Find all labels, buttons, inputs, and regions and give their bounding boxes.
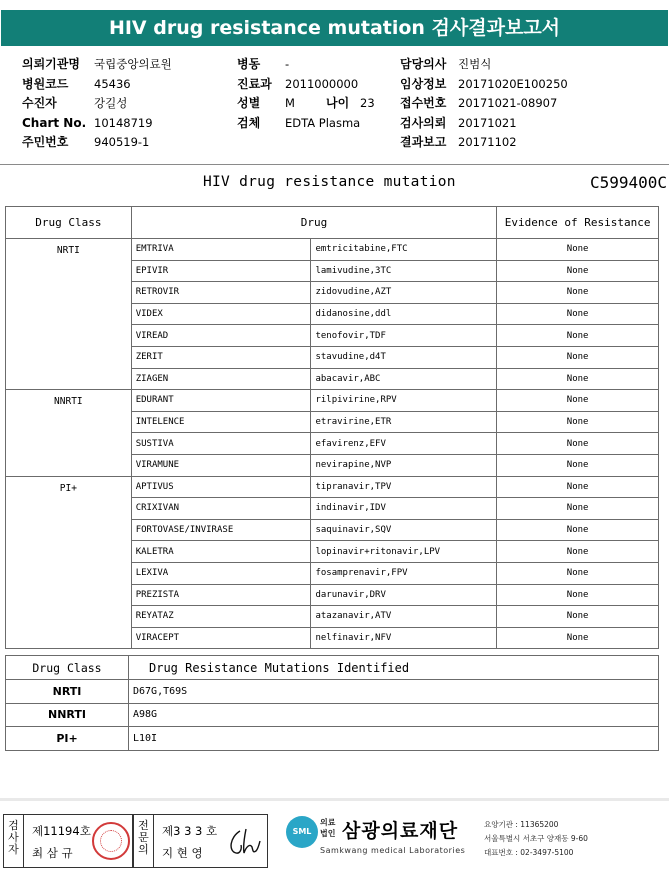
report-name: HIV drug resistance mutation xyxy=(203,174,456,190)
evidence-cell: None xyxy=(497,454,659,476)
info-col2-label: 성별 xyxy=(237,96,261,110)
drug-generic-cell: rilpivirine,RPV xyxy=(311,390,497,412)
info-col1-label: 주민번호 xyxy=(22,135,69,149)
evidence-cell: None xyxy=(497,562,659,584)
drug-brand-cell: VIRACEPT xyxy=(131,627,311,649)
evidence-cell: None xyxy=(497,303,659,325)
table-row xyxy=(6,239,659,261)
drug-generic-cell: tenofovir,TDF xyxy=(311,325,497,347)
age-value: 23 xyxy=(360,96,375,110)
drug-brand-cell: FORTOVASE/INVIRASE xyxy=(131,519,311,541)
info-col2-label: 병동 xyxy=(237,57,261,71)
info-col2-value: 2011000000 xyxy=(285,76,359,91)
examiner-vertical-label xyxy=(4,815,24,867)
info-col1-label: 병원코드 xyxy=(22,76,69,91)
info-col3-label: 접수번호 xyxy=(400,96,447,110)
evidence-cell: None xyxy=(497,346,659,368)
org-type-top: 의료 xyxy=(320,818,336,827)
report-title: HIV drug resistance mutation 검사결과보고서 xyxy=(108,17,561,39)
info-col2-value: - xyxy=(285,57,290,71)
drug-brand-cell: ZIAGEN xyxy=(131,368,311,390)
info-col1-value: 10148719 xyxy=(94,115,153,130)
evidence-cell: None xyxy=(497,390,659,412)
evidence-cell: None xyxy=(497,239,659,261)
drug-brand-cell: INTELENCE xyxy=(131,411,311,433)
info-col1-value: 940519-1 xyxy=(94,135,150,149)
handwritten-signature-icon xyxy=(226,825,262,859)
drug-generic-cell: lopinavir+ritonavir,LPV xyxy=(311,541,497,563)
mutation-class-cell: NRTI xyxy=(6,680,129,704)
evidence-cell: None xyxy=(497,260,659,282)
drug-generic-cell: fosamprenavir,FPV xyxy=(311,562,497,584)
patient-info xyxy=(0,55,669,155)
info-col1-value: 국립중앙의료원 xyxy=(94,57,172,71)
evidence-cell: None xyxy=(497,498,659,520)
header-mutations: Drug Resistance Mutations Identified xyxy=(129,656,659,680)
drug-generic-cell: lamivudine,3TC xyxy=(311,260,497,282)
table-row xyxy=(6,680,659,704)
evidence-cell: None xyxy=(497,282,659,304)
drug-class-cell: PI+ xyxy=(6,476,132,649)
org-english-name: Samkwang medical Laboratories xyxy=(320,846,466,855)
info-col1-value: 강길성 xyxy=(94,96,128,110)
info-col3-value: 진범식 xyxy=(458,57,492,71)
mutation-table xyxy=(5,655,659,751)
examiner-label-char: 검 xyxy=(8,819,19,832)
mutation-class-cell: PI+ xyxy=(6,727,129,751)
examiner-label-char: 사 xyxy=(8,831,19,844)
drug-class-cell: NRTI xyxy=(6,239,132,390)
specialist-name: 지 현 영 xyxy=(162,846,203,860)
drug-brand-cell: PREZISTA xyxy=(131,584,311,606)
report-code: C599400C xyxy=(590,173,668,192)
evidence-cell: None xyxy=(497,433,659,455)
report-title-bar xyxy=(1,10,668,46)
info-col3-label: 결과보고 xyxy=(400,135,447,149)
drug-generic-cell: nelfinavir,NFV xyxy=(311,627,497,649)
info-col2-value: EDTA Plasma xyxy=(285,115,361,130)
examiner-label-char: 자 xyxy=(8,843,19,856)
header-drug-class: Drug Class xyxy=(6,207,132,239)
info-col3-value: 20171020E100250 xyxy=(458,76,568,91)
resistance-table xyxy=(5,206,659,649)
evidence-cell: None xyxy=(497,519,659,541)
drug-generic-cell: zidovudine,AZT xyxy=(311,282,497,304)
header-drug: Drug xyxy=(131,207,497,239)
divider xyxy=(0,164,669,165)
drug-brand-cell: LEXIVA xyxy=(131,562,311,584)
info-col3-label: 임상정보 xyxy=(400,76,447,91)
org-phone: 대표번호 : 02-3497-5100 xyxy=(484,848,574,857)
header-evidence: Evidence of Resistance xyxy=(497,207,659,239)
drug-brand-cell: CRIXIVAN xyxy=(131,498,311,520)
sml-logo-icon: SML xyxy=(286,816,318,848)
examiner-signature-box xyxy=(3,814,133,868)
specialist-label-char: 전 xyxy=(138,819,149,832)
drug-generic-cell: didanosine,ddl xyxy=(311,303,497,325)
drug-brand-cell: KALETRA xyxy=(131,541,311,563)
drug-brand-cell: EMTRIVA xyxy=(131,239,311,261)
drug-generic-cell: emtricitabine,FTC xyxy=(311,239,497,261)
mutation-value-cell: D67G,T69S xyxy=(129,680,659,704)
specialist-label-char: 의 xyxy=(138,843,149,856)
drug-generic-cell: darunavir,DRV xyxy=(311,584,497,606)
org-name: 삼광의료재단 xyxy=(342,820,459,842)
examiner-license-number: 제11194호 xyxy=(32,824,91,838)
evidence-cell: None xyxy=(497,606,659,628)
info-col3-value: 20171021 xyxy=(458,115,517,130)
drug-generic-cell: abacavir,ABC xyxy=(311,368,497,390)
evidence-cell: None xyxy=(497,411,659,433)
org-address: 서울특별시 서초구 양재동 9-60 xyxy=(484,834,588,843)
table-row xyxy=(6,727,659,751)
evidence-cell: None xyxy=(497,541,659,563)
org-contact-info xyxy=(484,818,588,860)
evidence-cell: None xyxy=(497,368,659,390)
age-label: 나이 xyxy=(326,96,350,110)
drug-generic-cell: etravirine,ETR xyxy=(311,411,497,433)
drug-brand-cell: ZERIT xyxy=(131,346,311,368)
footer xyxy=(0,798,669,880)
mutation-table-header xyxy=(6,656,659,680)
org-code: 요양기관 : 11365200 xyxy=(484,820,559,829)
specialist-signature-box xyxy=(133,814,268,868)
info-col3-value: 20171021-08907 xyxy=(458,96,558,110)
mutation-value-cell: A98G xyxy=(129,703,659,727)
drug-brand-cell: REYATAZ xyxy=(131,606,311,628)
info-col1-value: 45436 xyxy=(94,76,131,91)
report-subtitle xyxy=(0,172,669,194)
drug-generic-cell: atazanavir,ATV xyxy=(311,606,497,628)
evidence-cell: None xyxy=(497,584,659,606)
specialist-license-number: 제3 3 3 호 xyxy=(162,824,218,838)
drug-generic-cell: stavudine,d4T xyxy=(311,346,497,368)
drug-generic-cell: efavirenz,EFV xyxy=(311,433,497,455)
info-col2-value: M xyxy=(285,96,295,110)
table-row xyxy=(6,476,659,498)
drug-generic-cell: indinavir,IDV xyxy=(311,498,497,520)
info-col1-label: Chart No. xyxy=(22,115,87,130)
drug-brand-cell: EDURANT xyxy=(131,390,311,412)
specialist-label-char: 문 xyxy=(138,831,149,844)
table-row xyxy=(6,703,659,727)
drug-brand-cell: VIDEX xyxy=(131,303,311,325)
drug-brand-cell: VIREAD xyxy=(131,325,311,347)
specialist-vertical-label xyxy=(134,815,154,867)
drug-class-cell: NNRTI xyxy=(6,390,132,476)
evidence-cell: None xyxy=(497,476,659,498)
resistance-table-header xyxy=(6,207,659,239)
info-col3-value: 20171102 xyxy=(458,135,517,149)
drug-brand-cell: RETROVIR xyxy=(131,282,311,304)
header-drug-class: Drug Class xyxy=(6,656,129,680)
drug-brand-cell: SUSTIVA xyxy=(131,433,311,455)
examiner-name: 최 삼 규 xyxy=(32,846,73,860)
mutation-value-cell: L10I xyxy=(129,727,659,751)
drug-brand-cell: EPIVIR xyxy=(131,260,311,282)
org-type-bottom: 법인 xyxy=(320,829,336,838)
info-col1-label: 수진자 xyxy=(22,96,57,110)
drug-brand-cell: VIRAMUNE xyxy=(131,454,311,476)
drug-generic-cell: nevirapine,NVP xyxy=(311,454,497,476)
evidence-cell: None xyxy=(497,325,659,347)
mutation-class-cell: NNRTI xyxy=(6,703,129,727)
table-row xyxy=(6,390,659,412)
seal-stamp-icon xyxy=(92,822,130,860)
footer-divider xyxy=(0,798,669,801)
info-col2-label: 검체 xyxy=(237,115,261,130)
info-col3-label: 검사의뢰 xyxy=(400,115,447,130)
drug-generic-cell: tipranavir,TPV xyxy=(311,476,497,498)
evidence-cell: None xyxy=(497,627,659,649)
info-col1-label: 의뢰기관명 xyxy=(22,57,80,71)
info-col3-label: 담당의사 xyxy=(400,57,447,71)
info-col2-label: 진료과 xyxy=(237,76,272,91)
drug-brand-cell: APTIVUS xyxy=(131,476,311,498)
drug-generic-cell: saquinavir,SQV xyxy=(311,519,497,541)
